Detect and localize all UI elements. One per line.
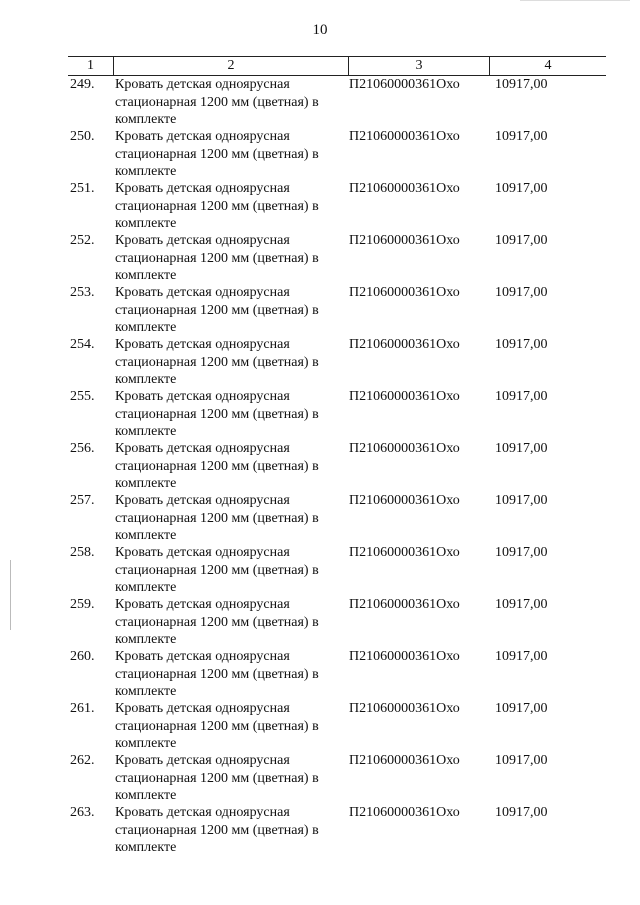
table-row xyxy=(68,180,606,232)
table-row xyxy=(68,544,606,596)
item-description: Кровать детская одноярусная стационарная 1200 мм (цветная) в комплекте xyxy=(115,233,319,283)
item-price: 10917,00 xyxy=(495,129,548,144)
row-number: 257. xyxy=(70,493,95,508)
item-description: Кровать детская одноярусная стационарная 1200 мм (цветная) в комплекте xyxy=(115,753,319,803)
row-number: 259. xyxy=(70,597,95,612)
row-number: 263. xyxy=(70,805,95,820)
item-price: 10917,00 xyxy=(495,233,548,248)
item-price: 10917,00 xyxy=(495,285,548,300)
table-row xyxy=(68,700,606,752)
scan-artifact xyxy=(10,560,11,630)
item-description: Кровать детская одноярусная стационарная 1200 мм (цветная) в комплекте xyxy=(115,181,319,231)
item-description: Кровать детская одноярусная стационарная 1200 мм (цветная) в комплекте xyxy=(115,545,319,595)
table-header-row xyxy=(68,56,606,76)
row-number: 250. xyxy=(70,129,95,144)
item-code: П21060000361Охо xyxy=(349,441,460,456)
item-description: Кровать детская одноярусная стационарная 1200 мм (цветная) в комплекте xyxy=(115,649,319,699)
header-cell-col-2: 2 xyxy=(227,58,235,73)
item-code: П21060000361Охо xyxy=(349,805,460,820)
row-number: 249. xyxy=(70,77,95,92)
header-cell-col-4: 4 xyxy=(544,58,552,73)
row-number: 251. xyxy=(70,181,95,196)
table-row xyxy=(68,752,606,804)
table-row xyxy=(68,492,606,544)
item-price: 10917,00 xyxy=(495,701,548,716)
row-number: 261. xyxy=(70,701,95,716)
item-price: 10917,00 xyxy=(495,337,548,352)
item-code: П21060000361Охо xyxy=(349,285,460,300)
table-row xyxy=(68,232,606,284)
row-number: 254. xyxy=(70,337,95,352)
scan-artifact xyxy=(520,0,630,1)
table-row xyxy=(68,128,606,180)
item-code: П21060000361Охо xyxy=(349,493,460,508)
table-row xyxy=(68,440,606,492)
item-price: 10917,00 xyxy=(495,805,548,820)
item-price: 10917,00 xyxy=(495,77,548,92)
item-description: Кровать детская одноярусная стационарная 1200 мм (цветная) в комплекте xyxy=(115,77,319,127)
item-price: 10917,00 xyxy=(495,493,548,508)
table-row xyxy=(68,388,606,440)
row-number: 253. xyxy=(70,285,95,300)
item-code: П21060000361Охо xyxy=(349,181,460,196)
items-table xyxy=(68,56,606,855)
row-number: 260. xyxy=(70,649,95,664)
item-description: Кровать детская одноярусная стационарная 1200 мм (цветная) в комплекте xyxy=(115,389,319,439)
table-row xyxy=(68,804,606,856)
item-description: Кровать детская одноярусная стационарная 1200 мм (цветная) в комплекте xyxy=(115,337,319,387)
item-description: Кровать детская одноярусная стационарная 1200 мм (цветная) в комплекте xyxy=(115,129,319,179)
table-row xyxy=(68,596,606,648)
row-number: 256. xyxy=(70,441,95,456)
item-description: Кровать детская одноярусная стационарная 1200 мм (цветная) в комплекте xyxy=(115,701,319,751)
row-number: 252. xyxy=(70,233,95,248)
item-price: 10917,00 xyxy=(495,597,548,612)
page-number: 10 xyxy=(312,22,328,38)
row-number: 255. xyxy=(70,389,95,404)
row-number: 258. xyxy=(70,545,95,560)
item-price: 10917,00 xyxy=(495,389,548,404)
item-code: П21060000361Охо xyxy=(349,753,460,768)
table-row xyxy=(68,336,606,388)
item-description: Кровать детская одноярусная стационарная 1200 мм (цветная) в комплекте xyxy=(115,597,319,647)
row-number: 262. xyxy=(70,753,95,768)
item-code: П21060000361Охо xyxy=(349,649,460,664)
table-row xyxy=(68,284,606,336)
table-row xyxy=(68,648,606,700)
item-code: П21060000361Охо xyxy=(349,233,460,248)
table-row xyxy=(68,76,606,128)
item-code: П21060000361Охо xyxy=(349,77,460,92)
item-description: Кровать детская одноярусная стационарная 1200 мм (цветная) в комплекте xyxy=(115,805,319,855)
header-cell-col-1: 1 xyxy=(87,58,94,73)
item-code: П21060000361Охо xyxy=(349,597,460,612)
item-code: П21060000361Охо xyxy=(349,129,460,144)
item-code: П21060000361Охо xyxy=(349,337,460,352)
item-price: 10917,00 xyxy=(495,753,548,768)
table-body xyxy=(68,76,606,856)
item-code: П21060000361Охо xyxy=(349,701,460,716)
item-description: Кровать детская одноярусная стационарная 1200 мм (цветная) в комплекте xyxy=(115,285,319,335)
header-cell-col-3: 3 xyxy=(415,58,423,73)
item-price: 10917,00 xyxy=(495,441,548,456)
item-description: Кровать детская одноярусная стационарная 1200 мм (цветная) в комплекте xyxy=(115,441,319,491)
item-code: П21060000361Охо xyxy=(349,545,460,560)
item-price: 10917,00 xyxy=(495,649,548,664)
item-price: 10917,00 xyxy=(495,181,548,196)
item-description: Кровать детская одноярусная стационарная 1200 мм (цветная) в комплекте xyxy=(115,493,319,543)
item-price: 10917,00 xyxy=(495,545,548,560)
item-code: П21060000361Охо xyxy=(349,389,460,404)
